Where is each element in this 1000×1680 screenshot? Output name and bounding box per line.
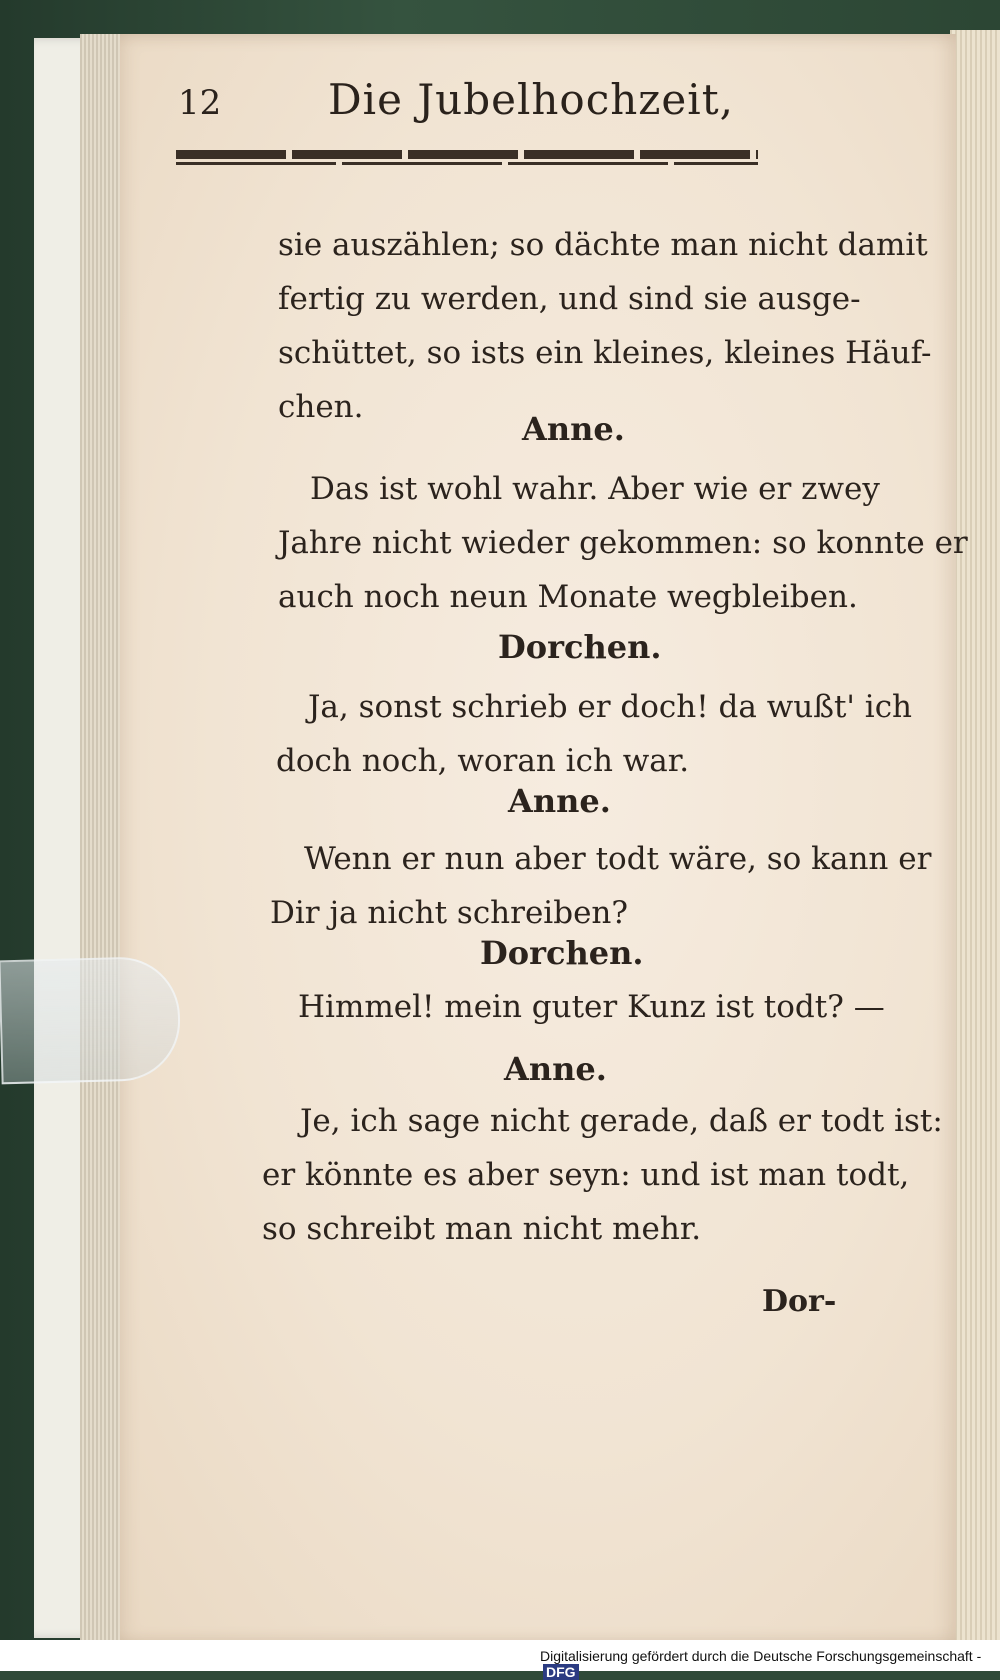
speaker-name: Anne. (522, 410, 625, 448)
page-header (178, 75, 758, 135)
text-line: Dir ja nicht schreiben? (270, 895, 628, 931)
credit-text: Digitalisierung gefördert durch die Deutsche Forschungsgemeinschaft - (540, 1648, 982, 1664)
speaker-name: Anne. (508, 782, 611, 820)
text-line: Das ist wohl wahr. Aber wie er zwey (310, 471, 880, 507)
text-line: Himmel! mein guter Kunz ist todt? — (298, 989, 885, 1025)
right-page-stack (950, 30, 1000, 1650)
paragraph-1 (278, 218, 931, 434)
header-rule (176, 150, 758, 159)
running-title: Die Jubelhochzeit, (328, 75, 734, 124)
paragraph-6 (262, 1094, 943, 1256)
text-line: er könnte es aber seyn: und ist man todt, (262, 1157, 910, 1193)
speaker-name: Dorchen. (498, 628, 662, 666)
text-line: Jahre nicht wieder gekommen: so konnte er (278, 525, 968, 561)
text-line: fertig zu werden, und sind sie ausge- (278, 281, 861, 317)
speaker-name: Dorchen. (480, 934, 644, 972)
paragraph-5 (298, 980, 885, 1034)
text-line: doch noch, woran ich war. (276, 743, 690, 779)
dfg-logo: DFG (543, 1664, 579, 1680)
paragraph-3 (276, 680, 912, 788)
text-line: chen. (278, 389, 364, 425)
text-line: Ja, sonst schrieb er doch! da wußt' ich (308, 689, 913, 725)
book-clamp (0, 956, 182, 1085)
catchword: Dor- (762, 1284, 837, 1319)
text-line: auch noch neun Monate wegbleiben. (278, 579, 858, 615)
page-edge-stack (80, 34, 120, 1644)
text-line: schüttet, so ists ein kleines, kleines Häuf- (278, 335, 932, 371)
paragraph-2 (278, 462, 968, 624)
text-line: Je, ich sage nicht gerade, daß er todt ist: (300, 1103, 943, 1139)
digitization-credit (540, 1648, 1000, 1680)
paragraph-4 (270, 832, 931, 940)
page-number: 12 (178, 83, 222, 123)
speaker-name: Anne. (504, 1050, 607, 1088)
text-line: so schreibt man nicht mehr. (262, 1211, 702, 1247)
text-line: Wenn er nun aber todt wäre, so kann er (304, 841, 932, 877)
header-rule-thin (176, 162, 758, 165)
text-line: sie auszählen; so dächte man nicht damit (278, 227, 928, 263)
